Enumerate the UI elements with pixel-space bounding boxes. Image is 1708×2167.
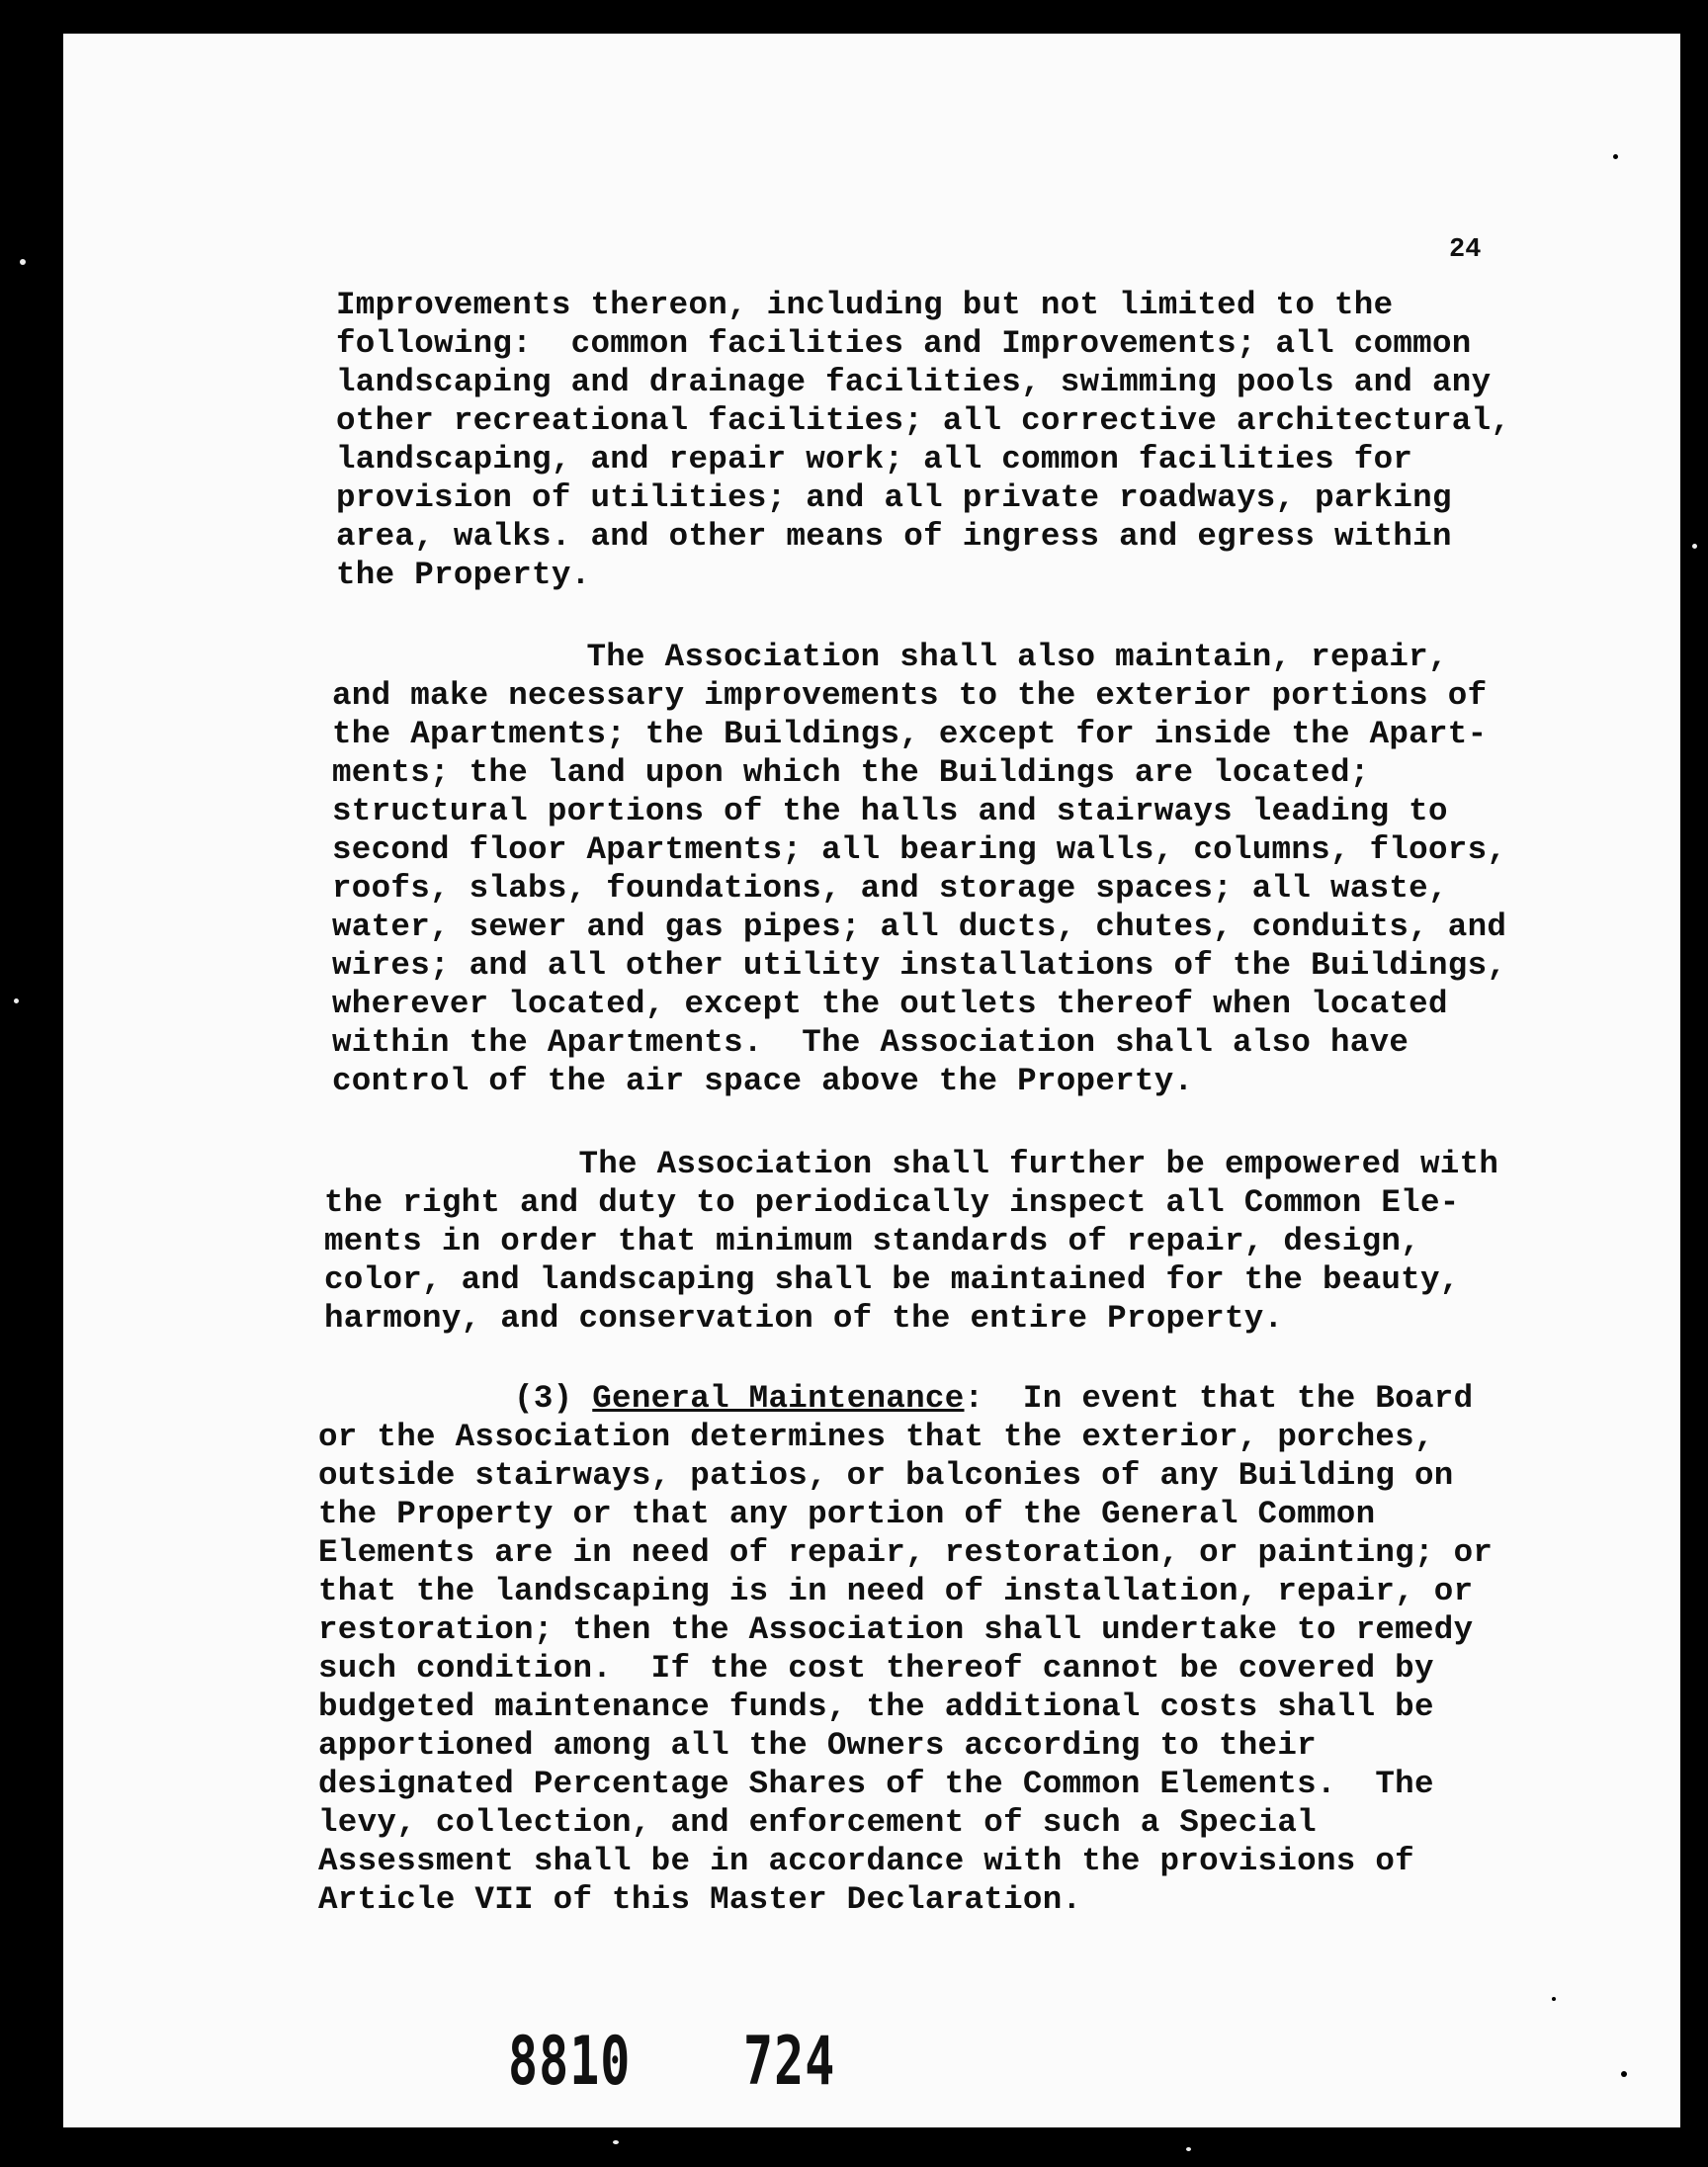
text-line: the Property. xyxy=(336,557,591,593)
text-line: restoration; then the Association shall undertake to remedy xyxy=(318,1611,1474,1648)
text-line: area, walks. and other means of ingress and egress within xyxy=(336,518,1452,555)
text-line: The Association shall further be empowered with xyxy=(324,1146,1499,1182)
paragraph-inspection xyxy=(324,1145,1498,1338)
noise-speck xyxy=(20,259,26,265)
text-line: wires; and all other utility installations of the Buildings, xyxy=(332,947,1507,984)
text-line: roofs, slabs, foundations, and storage spaces; all waste, xyxy=(332,870,1448,907)
noise-speck xyxy=(1552,1997,1556,2001)
text-line: water, sewer and gas pipes; all ducts, chutes, conduits, and xyxy=(332,909,1507,945)
text-line: other recreational facilities; all corrective architectural, xyxy=(336,402,1511,439)
noise-speck xyxy=(1692,544,1697,549)
text-line: landscaping and drainage facilities, swimming pools and any xyxy=(336,364,1492,400)
text-fragment: : In event that the Board xyxy=(964,1380,1474,1417)
text-line: the Apartments; the Buildings, except for inside the Apart- xyxy=(332,716,1488,752)
noise-speck xyxy=(14,998,19,1003)
section-number: (3) xyxy=(318,1380,593,1417)
page-number: 24 xyxy=(1449,235,1482,265)
text-line: second floor Apartments; all bearing walls, columns, floors, xyxy=(332,831,1507,868)
text-line: within the Apartments. The Association shall also have xyxy=(332,1024,1409,1061)
text-line: following: common facilities and Improvements; all common xyxy=(336,325,1472,362)
noise-speck xyxy=(613,2140,619,2144)
paragraph-association-maintain xyxy=(332,638,1506,1100)
text-line: designated Percentage Shares of the Common Elements. The xyxy=(318,1766,1434,1802)
stamp-book-number: 8810 xyxy=(508,2023,632,2101)
text-line: landscaping, and repair work; all common facilities for xyxy=(336,441,1413,477)
noise-speck xyxy=(1186,2147,1191,2151)
text-line: budgeted maintenance funds, the additional costs shall be xyxy=(318,1689,1434,1725)
heading-line xyxy=(318,1379,1493,1418)
text-line: Elements are in need of repair, restoration, or painting; or xyxy=(318,1534,1494,1571)
text-line: Improvements thereon, including but not limited to the xyxy=(336,287,1394,323)
text-line: The Association shall also maintain, repair, xyxy=(332,639,1448,675)
text-line: levy, collection, and enforcement of such a Special xyxy=(318,1804,1317,1841)
noise-speck xyxy=(1682,138,1686,142)
text-line: that the landscaping is in need of installation, repair, or xyxy=(318,1573,1474,1609)
text-line: the Property or that any portion of the General Common xyxy=(318,1496,1376,1532)
section-heading: General Maintenance xyxy=(592,1380,965,1417)
stamp-page-number: 724 xyxy=(743,2023,836,2101)
paragraph-general-maintenance xyxy=(318,1379,1493,1919)
text-line: such condition. If the cost thereof cannot be covered by xyxy=(318,1650,1434,1687)
text-line: ments in order that minimum standards of repair, design, xyxy=(324,1223,1420,1259)
text-line: Assessment shall be in accordance with the provisions of xyxy=(318,1843,1414,1879)
text-line: color, and landscaping shall be maintained for the beauty, xyxy=(324,1261,1460,1298)
text-line: the right and duty to periodically inspect all Common Ele- xyxy=(324,1184,1460,1221)
text-line: provision of utilities; and all private roadways, parking xyxy=(336,479,1452,516)
noise-speck xyxy=(1613,154,1618,159)
text-line: or the Association determines that the exterior, porches, xyxy=(318,1419,1434,1455)
text-line: structural portions of the halls and stairways leading to xyxy=(332,793,1448,829)
text-line: wherever located, except the outlets thereof when located xyxy=(332,986,1448,1022)
text-line: harmony, and conservation of the entire Property. xyxy=(324,1300,1284,1337)
text-line: and make necessary improvements to the exterior portions of xyxy=(332,677,1488,714)
text-line: Article VII of this Master Declaration. xyxy=(318,1881,1082,1918)
text-line: ments; the land upon which the Buildings are located; xyxy=(332,754,1370,791)
text-line: outside stairways, patios, or balconies of any Building on xyxy=(318,1457,1454,1494)
text-line: apportioned among all the Owners according to their xyxy=(318,1727,1317,1764)
paragraph-improvements xyxy=(336,286,1510,594)
text-line: control of the air space above the Property. xyxy=(332,1063,1194,1099)
noise-speck xyxy=(1621,2071,1627,2077)
